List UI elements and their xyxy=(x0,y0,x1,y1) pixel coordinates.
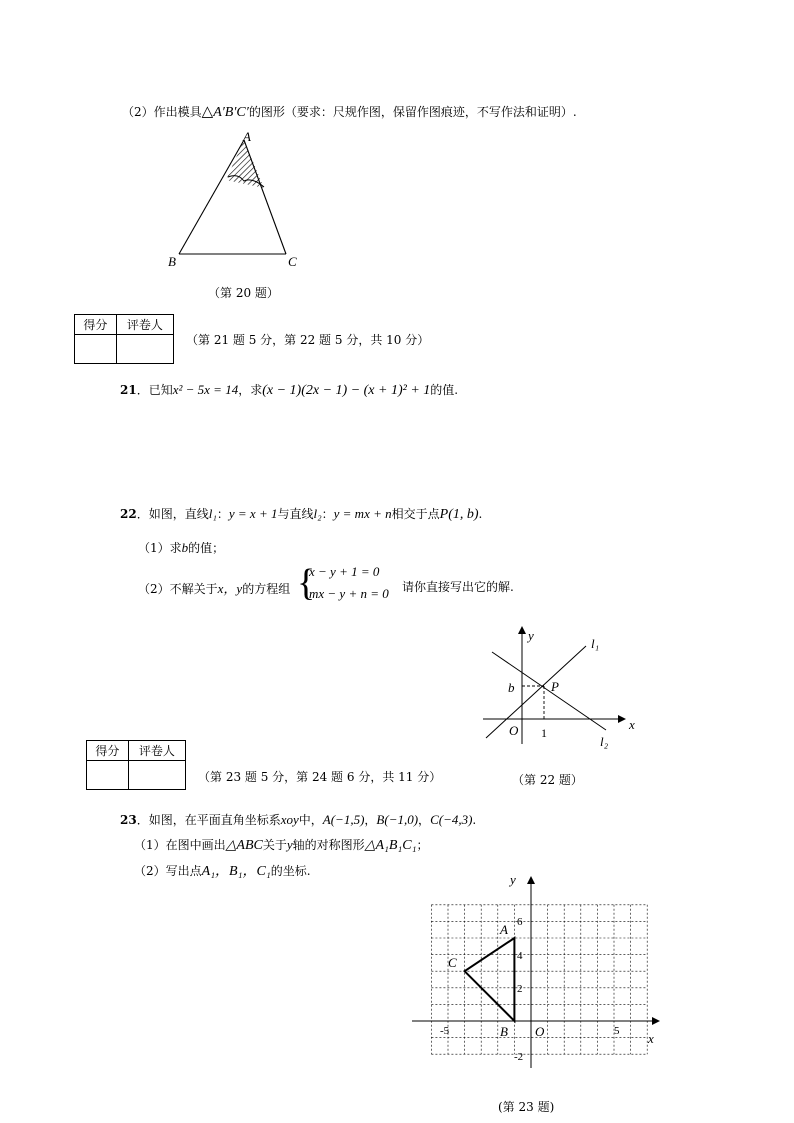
side-ac xyxy=(244,140,286,254)
q22-text-5: 相交于点 xyxy=(391,507,440,521)
tick-2: 2 xyxy=(517,983,523,995)
score-header: 得分 xyxy=(75,315,117,335)
q23-part2-suffix: 的坐标. xyxy=(270,864,311,878)
q22-part2-prefix-row xyxy=(138,578,290,597)
label-1: 1 xyxy=(541,726,547,740)
q23-part1-mid2: 轴的对称图形 xyxy=(292,838,365,852)
q22-text-1: ．如图，直线 xyxy=(136,507,209,521)
q22-part1-prefix: （1）求 xyxy=(138,541,182,555)
q23-part1-prefix: （1）在图中画出 xyxy=(134,838,226,852)
grader-cell xyxy=(128,761,185,790)
label-a: A xyxy=(500,922,508,937)
q23-part2 xyxy=(134,860,311,880)
label-l2: l₂ xyxy=(600,734,609,749)
triangle-symbol: △ xyxy=(201,104,214,120)
line-l1 xyxy=(486,646,586,738)
triangle-abc xyxy=(465,938,515,1021)
score-box-2-note: （第 23 题 5 分，第 24 题 6 分，共 11 分） xyxy=(198,770,442,784)
label-c: C xyxy=(448,955,457,970)
q23-text-2: 中， xyxy=(298,813,323,827)
q22-point: P(1, b) xyxy=(439,507,479,522)
q22-part1-var: b xyxy=(181,540,189,555)
label-a: A xyxy=(243,129,251,144)
q23-part1-suffix: ； xyxy=(416,838,429,852)
q22-text-3: 与直线 xyxy=(277,507,314,521)
q23-system: xoy xyxy=(280,812,299,827)
q20-caption: （第 20 题） xyxy=(208,286,279,300)
q22-graph-figure xyxy=(478,622,648,752)
q23-part2-points: A₁，B₁，C₁ xyxy=(201,864,271,879)
q20-part2-prefix: （2）作出模具 xyxy=(122,105,202,119)
label-o: O xyxy=(509,723,519,738)
q23-text-1: ．如图，在平面直角坐标系 xyxy=(136,813,281,827)
q23-part1-tri: △ABC xyxy=(225,838,263,853)
q22-part1-suffix: 的值； xyxy=(188,541,225,555)
q21-condition: x² − 5x = 14 xyxy=(172,382,239,397)
q21-text-2: ，求 xyxy=(238,383,263,397)
q23-part1-axis: y xyxy=(286,837,293,852)
q22-part2-vars: x，y xyxy=(217,581,243,596)
q22-line xyxy=(120,505,482,523)
tick-4: 4 xyxy=(517,950,523,962)
q20-triangle-figure xyxy=(160,125,320,275)
label-x: x xyxy=(648,1031,654,1046)
label-b: B xyxy=(168,254,176,269)
q23-point-b: B(−1,0) xyxy=(376,812,419,827)
score-cell xyxy=(87,761,129,790)
label-p: P xyxy=(551,679,559,694)
q22-text-4: ： xyxy=(321,507,334,521)
score-header: 得分 xyxy=(87,741,129,761)
q20-part2-suffix: 的图形（要求：尺规作图，保留作图痕迹，不写作法和证明）. xyxy=(248,105,577,119)
q23-number: 23 xyxy=(120,813,137,827)
q23-point-c: C(−4,3) xyxy=(430,812,473,827)
q23-sep-2: ， xyxy=(418,813,431,827)
label-y: y xyxy=(510,872,516,887)
q22-part2-suffix: 请你直接写出它的解. xyxy=(402,580,514,594)
tick-neg5: -5 xyxy=(440,1025,450,1037)
tick-neg2: -2 xyxy=(514,1051,524,1063)
q22-line2-eq: y = mx + n xyxy=(333,506,392,521)
side-ab xyxy=(179,140,244,254)
q22-line1-name: l₁ xyxy=(208,506,217,521)
q23-line xyxy=(120,811,476,828)
q22-text-2: ： xyxy=(216,507,229,521)
score-box-2 xyxy=(86,740,186,790)
grader-header: 评卷人 xyxy=(128,741,185,761)
label-b: B xyxy=(500,1024,508,1039)
q23-part1-tri2: △A₁B₁C₁ xyxy=(364,838,417,853)
q23-grid-figure xyxy=(408,872,668,1072)
q21-text-1: ．已知 xyxy=(136,383,173,397)
q23-caption: (第 23 题) xyxy=(498,1100,555,1114)
q23-sep-1: ， xyxy=(364,813,377,827)
label-c: C xyxy=(288,254,297,269)
q21-expression: (x − 1)(2x − 1) − (x + 1)² + 1 xyxy=(262,383,431,398)
q23-text-3: . xyxy=(472,813,477,827)
q22-part2-prefix: （2）不解关于 xyxy=(138,582,218,596)
tick-6: 6 xyxy=(517,916,523,928)
q22-number: 22 xyxy=(120,507,137,521)
q23-part2-prefix: （2）写出点 xyxy=(134,864,202,878)
q23-part1 xyxy=(134,836,429,854)
q23-point-a: A(−1,5) xyxy=(322,812,365,827)
score-cell xyxy=(75,335,117,364)
grader-cell xyxy=(116,335,173,364)
q22-part2-mid: 的方程组 xyxy=(242,582,291,596)
q22-caption: （第 22 题） xyxy=(512,773,583,787)
score-box-1 xyxy=(74,314,174,364)
label-b: b xyxy=(508,680,515,695)
label-l1: l₁ xyxy=(591,636,600,651)
label-x: x xyxy=(629,717,635,732)
grader-header: 评卷人 xyxy=(116,315,173,335)
label-o: O xyxy=(535,1024,545,1039)
q21-number: 21 xyxy=(120,383,137,397)
q21-line xyxy=(120,381,458,399)
q21-text-3: 的值. xyxy=(430,383,459,397)
tick-5: 5 xyxy=(614,1025,620,1037)
system-eq2: mx − y + n = 0 xyxy=(309,586,389,601)
score-box-1-note: （第 21 题 5 分，第 22 题 5 分，共 10 分） xyxy=(186,333,430,347)
q22-text-6: . xyxy=(478,507,483,521)
system-eq1: x − y + 1 = 0 xyxy=(309,564,380,579)
q23-part1-mid: 关于 xyxy=(262,838,287,852)
q22-part1 xyxy=(138,539,224,556)
q22-line1-eq: y = x + 1 xyxy=(228,506,278,521)
label-y: y xyxy=(528,628,534,643)
q22-line2-name: l₂ xyxy=(313,506,322,521)
system-brace: { xyxy=(297,562,316,604)
q20-triangle-name: A′B′C′ xyxy=(213,105,249,120)
q20-part2-line xyxy=(122,102,577,121)
